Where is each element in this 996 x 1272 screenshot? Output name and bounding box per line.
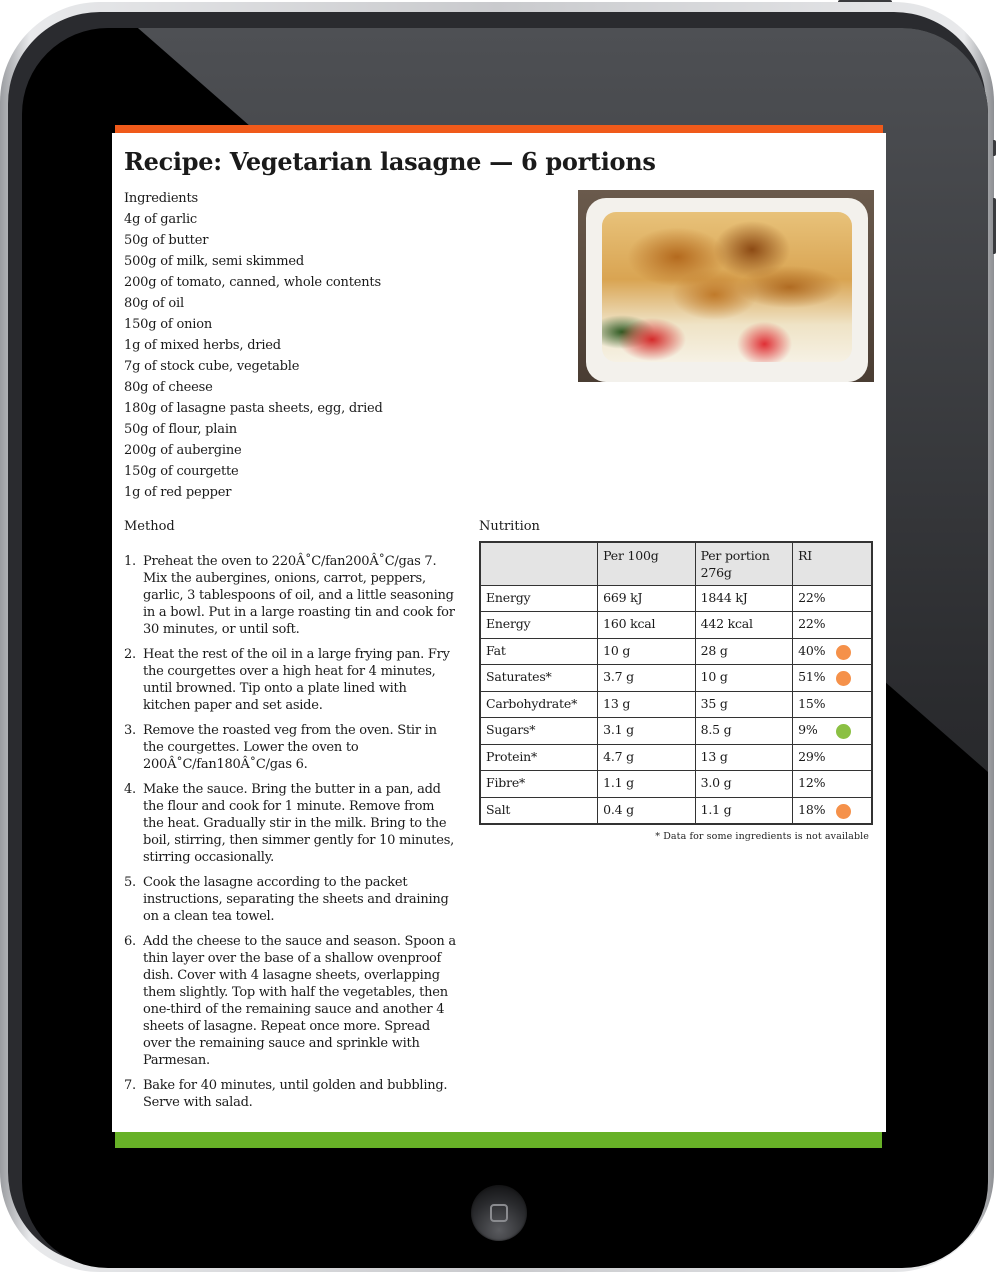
nutrient-name: Salt [480, 797, 598, 824]
ri-value: 51% [798, 669, 826, 684]
per-portion: 442 kcal [695, 612, 792, 639]
per-100g: 669 kJ [598, 585, 695, 612]
table-row [480, 718, 872, 745]
step-number: 1. [124, 554, 136, 569]
ri-cell [793, 612, 872, 639]
ingredient-item: 180g of lasagne pasta sheets, egg, dried [124, 401, 383, 416]
ri-value: 22% [798, 589, 826, 605]
table-row [480, 744, 872, 771]
step-text: Cook the lasagne according to the packet instructions, separating the sheets and draining on a clean tea towel. [143, 875, 449, 924]
table-row [480, 665, 872, 692]
per-100g: 3.7 g [598, 665, 695, 692]
per-100g: 3.1 g [598, 718, 695, 745]
nutrient-name: Protein* [480, 744, 598, 771]
nutrient-name: Carbohydrate* [480, 691, 598, 718]
ingredient-item: 200g of tomato, canned, whole contents [124, 275, 381, 290]
per-100g: 0.4 g [598, 797, 695, 824]
ri-cell [793, 691, 872, 718]
per-100g: 13 g [598, 691, 695, 718]
ri-cell [793, 585, 872, 612]
ingredient-item: 50g of flour, plain [124, 422, 237, 437]
ingredient-item: 1g of red pepper [124, 485, 232, 500]
column-header: RI [793, 542, 872, 585]
ri-cell [793, 744, 872, 771]
ri-value: 29% [798, 748, 826, 764]
ingredient-item: 7g of stock cube, vegetable [124, 359, 300, 374]
ri-value: 9% [798, 722, 818, 737]
per-portion: 13 g [695, 744, 792, 771]
ri-cell [793, 665, 872, 692]
ingredient-item: 150g of courgette [124, 464, 239, 479]
ri-cell [793, 771, 872, 798]
nutrition-heading: Nutrition [479, 519, 540, 534]
ri-value: 40% [798, 642, 826, 658]
step-number: 6. [124, 934, 136, 949]
ri-value: 22% [798, 616, 826, 631]
column-header [480, 542, 598, 585]
method-step [124, 781, 456, 866]
step-number: 7. [124, 1078, 136, 1093]
ingredient-item: 150g of onion [124, 317, 212, 332]
method-step [124, 722, 456, 773]
nutrition-table [479, 541, 873, 825]
table-row [480, 638, 872, 665]
step-text: Preheat the oven to 220Â˚C/fan200Â˚C/gas 7. Mix the aubergines, onions, carrot, peppers, garlic, 3 tablespoons of oil, and a little seasoning in a bowl. Put in a large roasting tin and cook for 30 minutes, or until soft. [143, 554, 455, 637]
step-text: Heat the rest of the oil in a large frying pan. Fry the courgettes over a high heat for 4 minutes, until browned. Tip onto a plate lined with kitchen paper and set aside. [143, 647, 450, 713]
per-100g: 1.1 g [598, 771, 695, 798]
top-accent-bar [115, 125, 883, 133]
method-step [124, 874, 456, 925]
page-title: Recipe: Vegetarian lasagne — 6 portions [124, 147, 656, 176]
column-header: Per 100g [598, 542, 695, 585]
ingredient-item: 4g of garlic [124, 212, 197, 227]
step-number: 5. [124, 875, 136, 890]
ingredient-item: 80g of oil [124, 296, 184, 311]
ingredients-list [124, 188, 383, 503]
ingredient-item: 200g of aubergine [124, 443, 242, 458]
method-step [124, 646, 456, 714]
per-portion: 10 g [695, 665, 792, 692]
per-portion: 1844 kJ [695, 585, 792, 612]
method-step [124, 933, 456, 1069]
nutrition-footnote: * Data for some ingredients is not available [655, 831, 869, 842]
ingredient-item: 1g of mixed herbs, dried [124, 338, 281, 353]
ingredient-item: 500g of milk, semi skimmed [124, 254, 304, 269]
ingredients-heading: Ingredients [124, 191, 198, 206]
method-step [124, 553, 456, 638]
method-list [124, 553, 456, 1119]
ri-cell [793, 718, 872, 745]
step-text: Add the cheese to the sauce and season. Spoon a thin layer over the base of a shallow ovenproof dish. Cover with 4 lasagne sheets, overlapping them slightly. Top with half the vegetables, then one-third of the remaining sauce and another 4 sheets of lasagne. Repeat once more. Spread over the remaining sauce and sprinkle with Parmesan. [143, 934, 456, 1068]
step-number: 4. [124, 782, 136, 797]
per-100g: 4.7 g [598, 744, 695, 771]
home-button[interactable] [471, 1185, 527, 1241]
ri-cell [793, 638, 872, 665]
method-heading: Method [124, 519, 175, 534]
step-number: 3. [124, 723, 136, 738]
table-row [480, 691, 872, 718]
recipe-page [112, 133, 886, 1132]
home-square-icon [490, 1204, 508, 1222]
traffic-light-dot-icon [836, 724, 851, 739]
table-header-row [480, 542, 872, 585]
table-row [480, 771, 872, 798]
table-row [480, 612, 872, 639]
nutrient-name: Sugars* [480, 718, 598, 745]
ri-cell [793, 797, 872, 824]
step-number: 2. [124, 647, 136, 662]
per-portion: 3.0 g [695, 771, 792, 798]
bottom-accent-bar [115, 1132, 882, 1148]
ingredient-item: 80g of cheese [124, 380, 213, 395]
per-portion: 35 g [695, 691, 792, 718]
step-text: Remove the roasted veg from the oven. Stir in the courgettes. Lower the oven to 200Â˚C/fan180Â˚C/gas 6. [143, 723, 437, 772]
nutrient-name: Energy [480, 612, 598, 639]
nutrient-name: Fat [480, 638, 598, 665]
baking-dish [586, 198, 868, 382]
per-portion: 1.1 g [695, 797, 792, 824]
table-row [480, 585, 872, 612]
traffic-light-dot-icon [836, 645, 851, 660]
ingredient-item: 50g of butter [124, 233, 209, 248]
column-header: Per portion 276g [695, 542, 792, 585]
ri-value: 15% [798, 695, 826, 711]
nutrient-name: Saturates* [480, 665, 598, 692]
traffic-light-dot-icon [836, 671, 851, 686]
nutrient-name: Fibre* [480, 771, 598, 798]
lasagne-photo [578, 190, 874, 382]
step-text: Bake for 40 minutes, until golden and bubbling. Serve with salad. [143, 1078, 448, 1110]
table-row [480, 797, 872, 824]
traffic-light-dot-icon [836, 804, 851, 819]
per-portion: 28 g [695, 638, 792, 665]
method-step [124, 1077, 456, 1111]
step-text: Make the sauce. Bring the butter in a pan, add the flour and cook for 1 minute. Remove from the heat. Gradually stir in the milk. Bring to the boil, stirring, then simmer gently for 10 minutes, stirring occasionally. [143, 782, 455, 865]
nutrient-name: Energy [480, 585, 598, 612]
ri-value: 18% [798, 801, 826, 817]
lasagne-image [602, 212, 852, 362]
per-portion: 8.5 g [695, 718, 792, 745]
per-100g: 10 g [598, 638, 695, 665]
ri-value: 12% [798, 775, 826, 790]
per-100g: 160 kcal [598, 612, 695, 639]
